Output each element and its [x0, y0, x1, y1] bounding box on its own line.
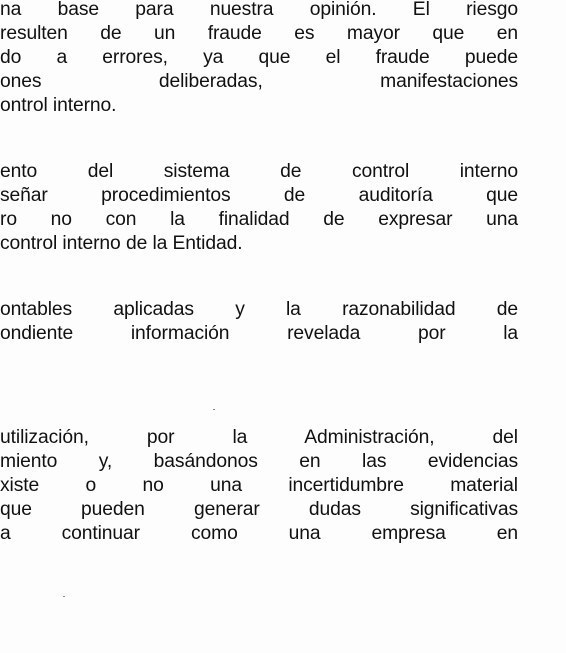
text-line: ro no con la finalidad de expresar una: [0, 209, 518, 230]
text-line: na base para nuestra opinión. El riesgo: [0, 0, 518, 20]
scan-speck: [63, 596, 65, 597]
text-line: control interno de la Entidad.: [0, 233, 243, 254]
text-line: a continuar como una empresa en: [0, 523, 518, 544]
text-line: ontrol interno.: [0, 95, 117, 116]
text-line: ondiente información revelada por la: [0, 323, 518, 344]
text-line: señar procedimientos de auditoría que: [0, 185, 518, 206]
text-line: ones deliberadas, manifestaciones: [0, 71, 518, 92]
text-line: resulten de un fraude es mayor que en: [0, 23, 518, 44]
scan-speck: [213, 409, 215, 410]
text-line: ento del sistema de control interno: [0, 161, 518, 182]
text-line: do a errores, ya que el fraude puede: [0, 47, 518, 68]
text-line: miento y, basándonos en las evidencias: [0, 451, 518, 472]
text-line: que pueden generar dudas significativas: [0, 499, 518, 520]
text-line: utilización, por la Administración, del: [0, 427, 518, 448]
text-line: ontables aplicadas y la razonabilidad de: [0, 299, 518, 320]
text-line: xiste o no una incertidumbre material: [0, 475, 518, 496]
